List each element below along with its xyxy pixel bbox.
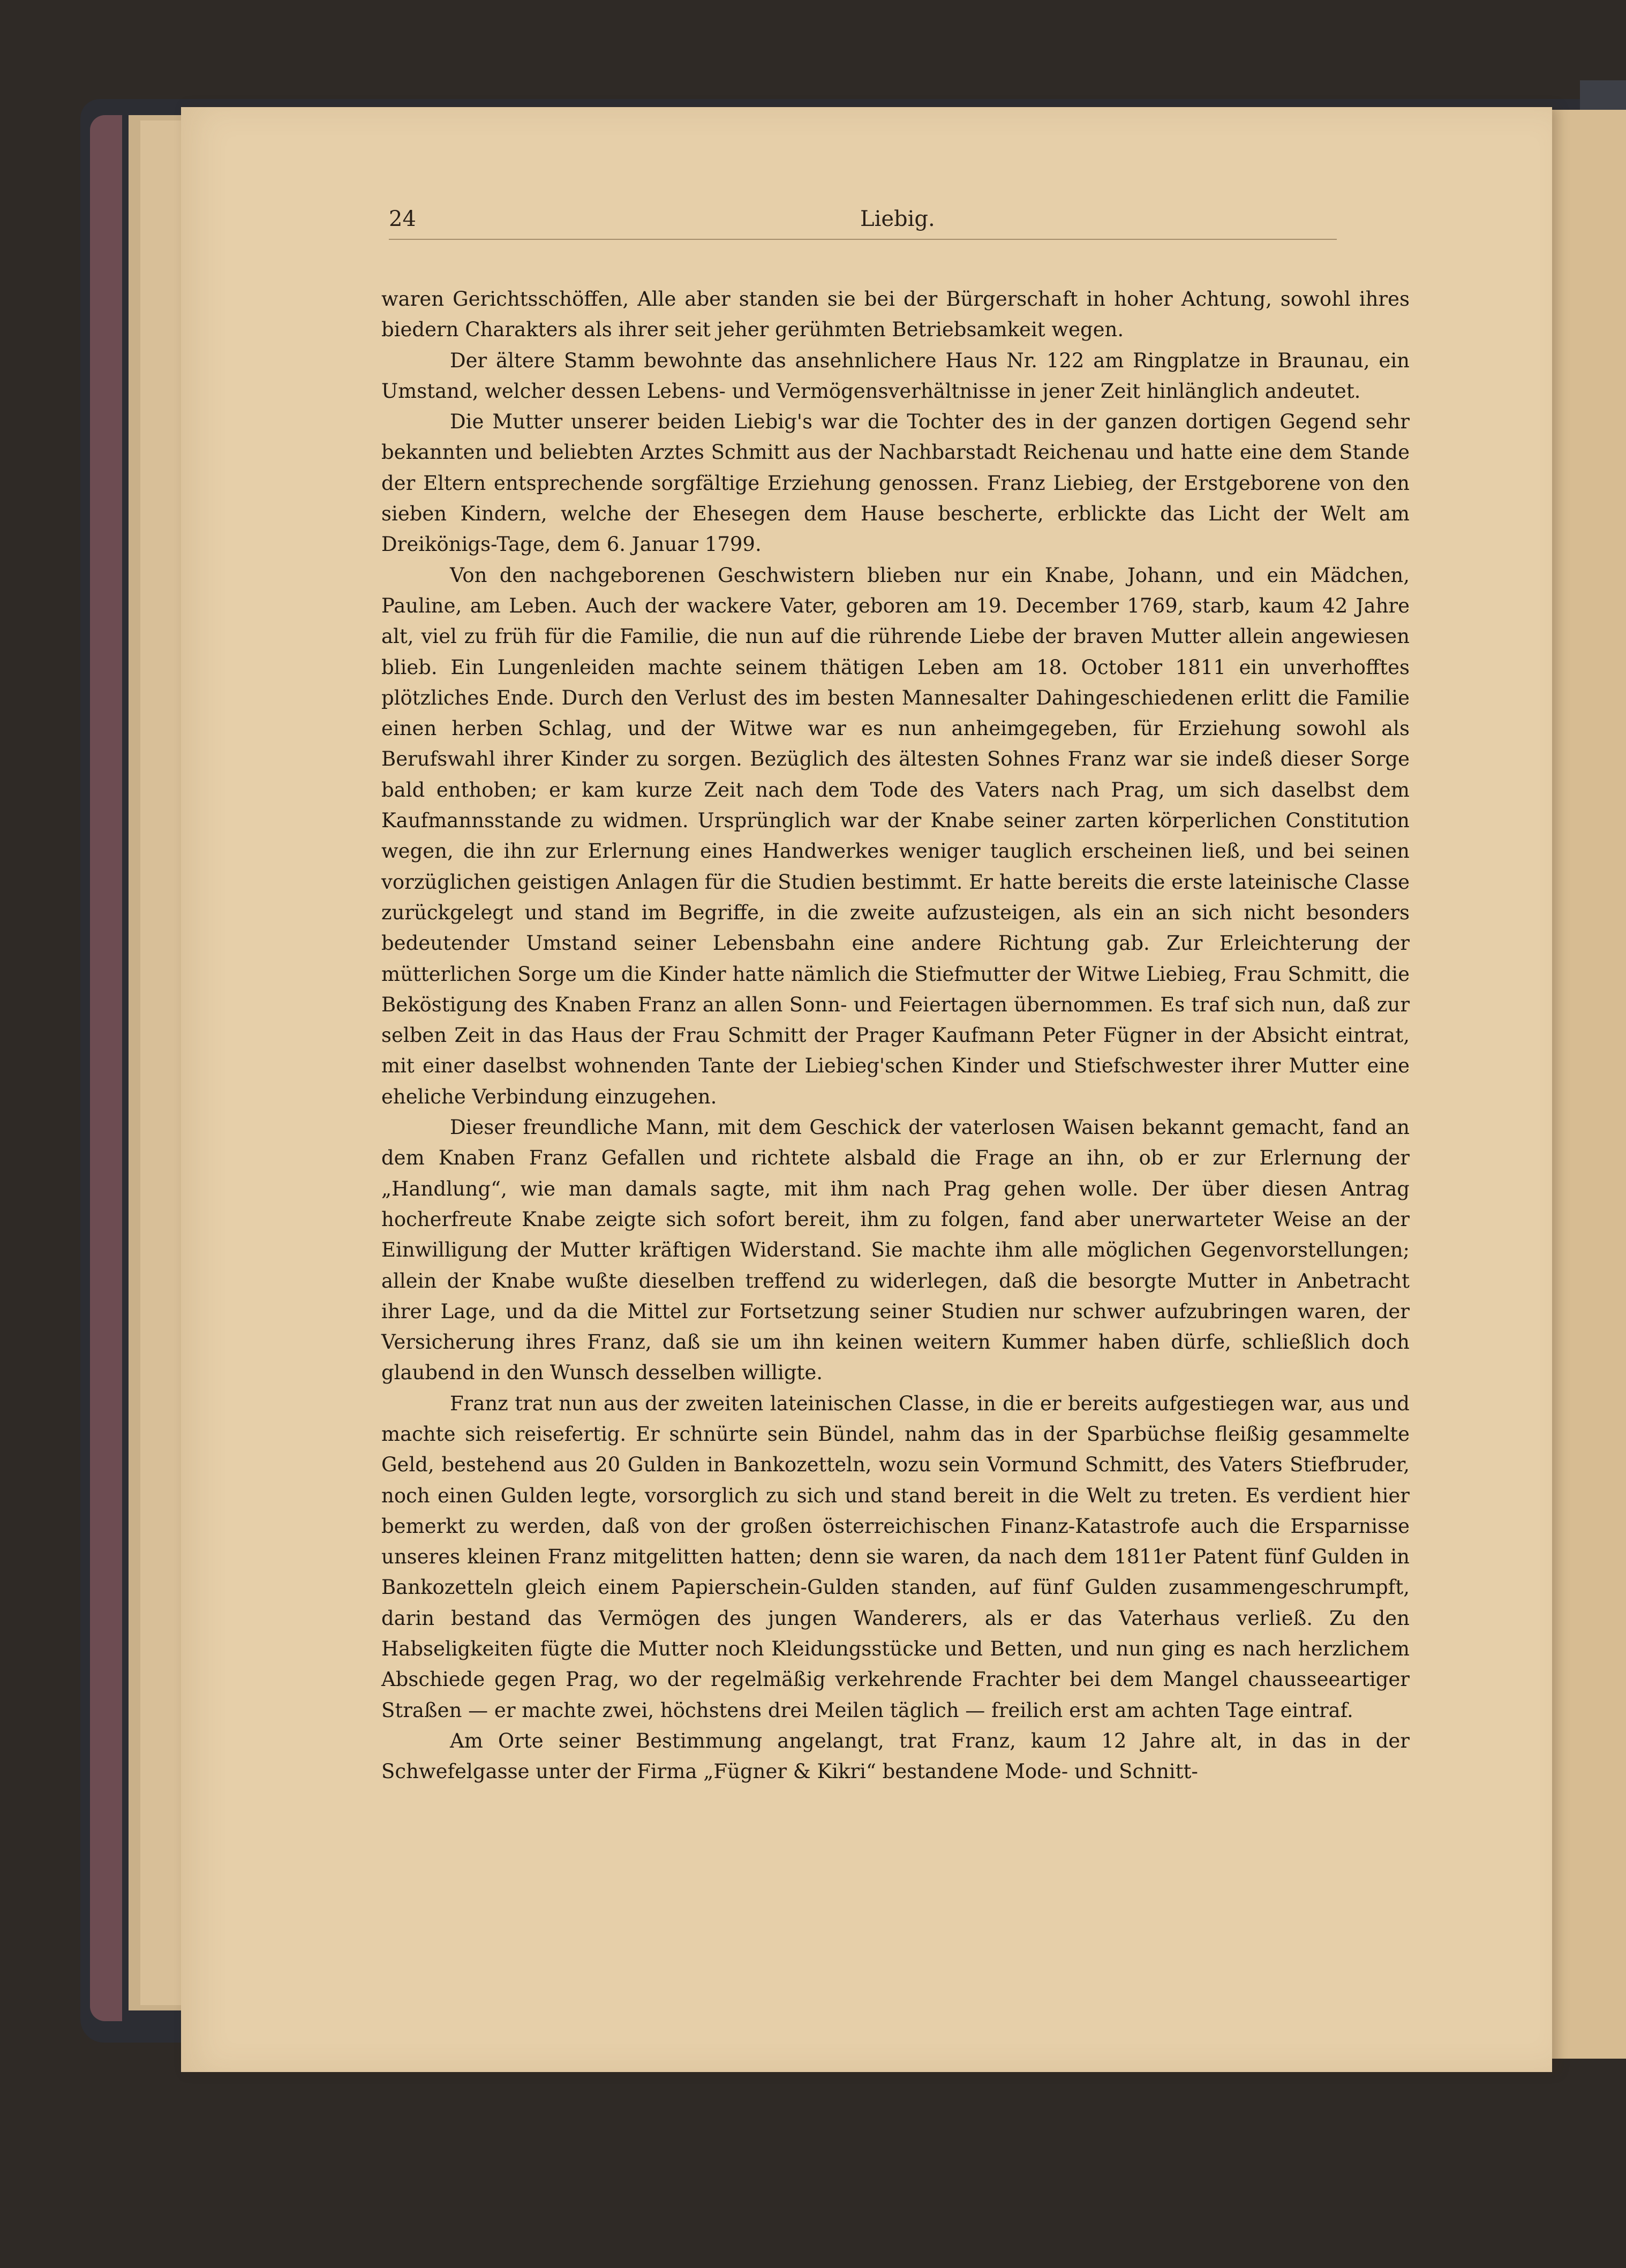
page-number: 24 — [389, 207, 416, 231]
paragraph: Am Orte seiner Bestimmung angelangt, trat Franz, kaum 12 Jahre alt, in das in der Schwefelgasse unter der Firma „Fügner & Kikri“ bestandene Mode- und Schnitt- — [381, 1729, 1410, 1783]
paragraph: Die Mutter unserer beiden Liebig's war die Tochter des in der ganzen dortigen Gegend sehr bekannten und beliebten Arztes Schmitt aus der Nachbarstadt Reichenau und hatte eine dem Stande der Eltern entsprechende sorgfältige Erziehung genossen. Franz Liebieg, der Erstgeborene von den sieben Kindern, welche der Ehesegen dem Hause bescherte, erblickte das Licht der Welt am Dreikönigs-Tage, dem 6. Januar 1799. — [381, 410, 1410, 556]
header-rule — [389, 239, 1337, 240]
paragraph: Franz trat nun aus der zweiten lateinischen Classe, in die er bereits aufgestiegen war, aus und machte sich reisefertig. Er schnürte sein Bündel, nahm das in der Sparbüchse fleißig gesammelte Geld, bestehend aus 20 Gulden in Bankozetteln, wozu sein Vormund Schmitt, des Vaters Stiefbruder, noch einen Gulden legte, vorsorglich zu sich und stand bereit in die Welt zu treten. Es verdient hier bemerkt zu werden, daß von der großen österreichischen Finanz-Katastrofe auch die Ersparnisse unseres kleinen Franz mitgelitten hatten; denn sie waren, da nach dem 1811er Patent fünf Gulden in Bankozetteln gleich einem Papierschein-Gulden standen, auf fünf Gulden zusammengeschrumpft, darin bestand das Vermögen des jungen Wanderers, als er das Vaterhaus verließ. Zu den Habseligkeiten fügte die Mutter noch Kleidungsstücke und Betten, und nun ging es nach herzlichem Abschiede gegen Prag, wo der regelmäßig verkehrende Frachter bei dem Mangel chausseeartiger Straßen — er machte zwei, höchstens drei Meilen täglich — freilich erst am achten Tage eintraf. — [381, 1392, 1410, 1722]
paragraph: Dieser freundliche Mann, mit dem Geschick der vaterlosen Waisen bekannt gemacht, fand an dem Knaben Franz Gefallen und richtete alsbald die Frage an ihn, ob er zur Erlernung der „Handlung“, wie man damals sagte, mit ihm nach Prag gehen wolle. Der über diesen Antrag hocherfreute Knabe zeigte sich sofort bereit, ihm zu folgen, fand aber unerwarteter Weise an der Einwilligung der Mutter kräftigen Widerstand. Sie machte ihm alle möglichen Gegenvorstellungen; allein der Knabe wußte dieselben treffend zu widerlegen, daß die besorgte Mutter in Anbetracht ihrer Lage, und da die Mittel zur Fortsetzung seiner Studien nur schwer aufzubringen waren, der Versicherung ihres Franz, daß sie um ihn keinen weitern Kummer haben dürfe, schließlich doch glaubend in den Wunsch desselben willigte. — [381, 1116, 1410, 1385]
facing-page-edge — [1542, 110, 1626, 2059]
paragraph: Der ältere Stamm bewohnte das ansehnlichere Haus Nr. 122 am Ringplatze in Braunau, ein Umstand, welcher dessen Lebens- und Vermögensverhältnisse in jener Zeit hinlänglich andeutet. — [381, 349, 1410, 403]
paragraph: waren Gerichtsschöffen, Alle aber standen sie bei der Bürgerschaft in hoher Achtung, sowohl ihres biedern Charakters als ihrer seit jeher gerühmten Betriebsamkeit wegen. — [381, 288, 1410, 342]
paragraph: Von den nachgeborenen Geschwistern blieben nur ein Knabe, Johann, und ein Mädchen, Pauline, am Leben. Auch der wackere Vater, geboren am 19. December 1769, starb, kaum 42 Jahre alt, viel zu früh für die Familie, die nun auf die rührende Liebe der braven Mutter allein angewiesen blieb. Ein Lungenleiden machte seinem thätigen Leben am 18. October 1811 ein unverhofftes plötzliches Ende. Durch den Verlust des im besten Mannesalter Dahingeschiedenen erlitt die Familie einen herben Schlag, und der Witwe war es nun anheimgegeben, für Erziehung sowohl als Berufswahl ihrer Kinder zu sorgen. Bezüglich des ältesten Sohnes Franz war sie indeß dieser Sorge bald enthoben; er kam kurze Zeit nach dem Tode des Vaters nach Prag, um sich daselbst dem Kaufmannsstande zu widmen. Ursprünglich war der Knabe seiner zarten körperlichen Constitution wegen, die ihn zur Erlernung eines Handwerkes weniger tauglich erscheinen ließ, und bei seinen vorzüglichen geistigen Anlagen für die Studien bestimmt. Er hatte bereits die erste lateinische Classe zurückgelegt und stand im Begriffe, in die zweite aufzusteigen, als ein an sich nicht besonders bedeutender Umstand seiner Lebensbahn eine andere Richtung gab. Zur Erleichterung der mütterlichen Sorge um die Kinder hatte nämlich die Stiefmutter der Witwe Liebieg, Frau Schmitt, die Beköstigung des Knaben Franz an allen Sonn- und Feiertagen übernommen. Es traf sich nun, daß zur selben Zeit in das Haus der Frau Schmitt der Prager Kaufmann Peter Fügner in der Absicht eintrat, mit einer daselbst wohnenden Tante der Liebieg'schen Kinder und Stiefschwester ihrer Mutter eine eheliche Verbindung einzugehen. — [381, 563, 1410, 1108]
page-header — [389, 205, 940, 242]
running-head: Liebig. — [860, 207, 935, 231]
book-spine-edge — [90, 115, 122, 2021]
body-text — [381, 284, 1410, 1787]
